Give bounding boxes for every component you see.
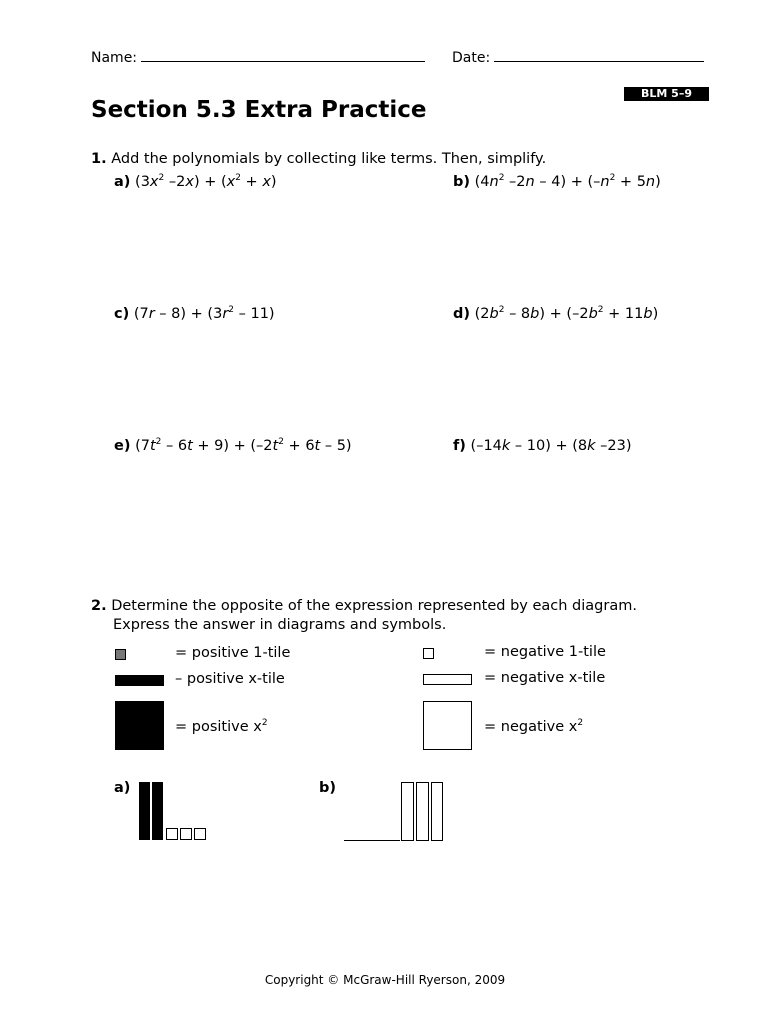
diagram-b-negative-x-tile — [401, 782, 414, 841]
diagram-b-negative-x-tile — [431, 782, 443, 841]
diagram-a-positive-x-tile — [139, 782, 150, 840]
date-label: Date: — [452, 50, 491, 66]
legend-negative-x-squared: = negative $x^2$ — [484, 718, 584, 735]
diagram-b-negative-x-tile — [344, 840, 400, 841]
question-1a — [114, 173, 277, 192]
question-2-text-line1: Determine the opposite of the expression represented by each diagram. — [111, 598, 637, 614]
legend-positive-x-squared-text: = positive x — [175, 719, 262, 735]
expression-1b: ($4n^2$ $-2n - 4) + (-n^2 + 5n)$ — [474, 173, 661, 190]
question-1d — [453, 305, 658, 324]
part-label-e: e) — [114, 438, 131, 454]
copyright-footer: Copyright © McGraw-Hill Ryerson, 2009 — [264, 973, 506, 987]
part-label-2a: a) — [114, 780, 131, 796]
part-label-b: b) — [453, 174, 471, 190]
legend-positive-x-tile — [175, 671, 285, 687]
diagram-a-negative-one-tile — [166, 828, 178, 840]
question-1e — [114, 437, 352, 456]
question-1-number: 1. — [91, 151, 107, 167]
diagram-a-positive-x-tile — [152, 782, 163, 840]
diagram-a-negative-one-tile — [180, 828, 192, 840]
legend-positive-one-tile: = positive 1-tile — [175, 645, 291, 661]
legend-negative-x-tile: = negative x-tile — [484, 670, 606, 686]
name-blank — [141, 60, 425, 62]
expression-1e: $(7t^2 - 6t + 9) + (-2t^2 + 6t - 5)$ — [135, 437, 352, 454]
legend-negative-x-squared-text: = negative x — [484, 719, 578, 735]
question-1b — [453, 173, 661, 192]
question-1-text: Add the polynomials by collecting like terms. Then, simplify. — [111, 151, 547, 167]
expression-1a: ($3x^2$ $-2x) + (x^2 + x)$ — [135, 173, 277, 190]
expression-1d: $(2b^2 - 8b) + (-2b^2 + 11b)$ — [474, 305, 659, 322]
question-2-text-line2: Express the answer in diagrams and symbols. — [113, 617, 447, 633]
blm-badge: BLM 5–9 — [624, 87, 709, 101]
diagram-b-negative-x-tile — [416, 782, 429, 841]
legend-positive-x-tile-text: – positive x-tile — [175, 671, 285, 687]
page-title: Section 5.3 Extra Practice — [91, 97, 427, 123]
part-label-d: d) — [453, 306, 471, 322]
expression-1f: (–14k – 10) + (8k –23) — [470, 438, 632, 454]
part-label-c: c) — [114, 306, 130, 322]
negative-x-tile-icon — [423, 674, 472, 685]
part-label-a: a) — [114, 174, 131, 190]
date-blank — [494, 60, 704, 62]
question-1c — [114, 305, 275, 324]
question-2-prompt — [91, 597, 637, 616]
part-label-f: f) — [453, 438, 466, 454]
positive-one-tile-icon — [115, 649, 126, 660]
name-field — [91, 50, 425, 66]
question-1-prompt — [91, 150, 546, 169]
positive-x-tile-icon — [115, 675, 164, 686]
legend-positive-x-squared: = positive $x^2$ — [175, 718, 268, 735]
part-label-2b: b) — [319, 780, 337, 796]
negative-x-squared-tile-icon — [423, 701, 472, 750]
question-1f — [453, 437, 632, 456]
question-2-number: 2. — [91, 598, 107, 614]
negative-one-tile-icon — [423, 648, 434, 659]
positive-x-squared-tile-icon — [115, 701, 164, 750]
name-label: Name: — [91, 50, 138, 66]
expression-1c: $(7r - 8) + (3r^2 - 11)$ — [133, 305, 275, 322]
diagram-a-negative-one-tile — [194, 828, 206, 840]
date-field — [452, 50, 704, 66]
legend-negative-one-tile: = negative 1-tile — [484, 644, 606, 660]
